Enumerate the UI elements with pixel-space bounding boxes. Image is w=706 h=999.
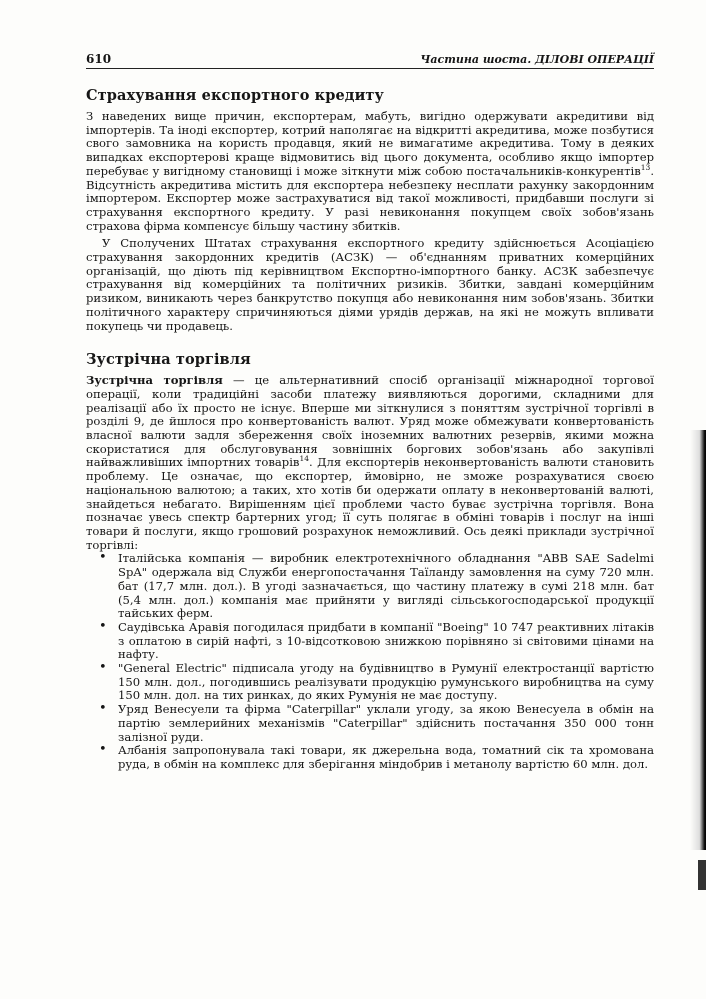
paragraph-text: . Для експортерів неконвертованість валюти становить проблему. Це означає, що експортер, ймовірно, не зможе розрахуватися своєю національною валютою; а таких, хто хотів би одержати оплату в неконвертованій валюті, знайдеться небагато. Вирішенням цієї проблеми часто буває зустрічна торгівля. Вона позначає увесь спектр бартерних угод; її суть полягає в обміні товарів і послуг на інші товари й послуги, якщо грошовий розрахунок неможливий. Ось деякі приклади зустрічної торгівлі: xyxy=(86,455,655,552)
footnote-ref: 14 xyxy=(299,454,310,464)
paragraph-text: — це альтернативний спосіб організації міжнародної торгової операції, коли традиційні засоби платежу виявляються дорогими, складними для реалізації або їх просто не існує. Вперше ми зіткнулися з поняттям зустрічної торгівлі в розділі 9, де йшлося про конвертованість валют. Уряд може обмежувати конвертованість власної валюти задля збереження своїх іноземних валютних резервів, якими можна скористатися для обслуговування зовнішніх боргових зобов'язань або закупівлі найважливіших імпортних товарів xyxy=(86,373,654,470)
bullet-icon: • xyxy=(99,742,107,758)
footnote-ref: 13 xyxy=(640,162,651,172)
scan-edge-shadow xyxy=(690,430,706,850)
bullet-icon: • xyxy=(99,660,107,676)
bullet-icon: • xyxy=(99,618,107,634)
list-item-text: Італійська компанія — виробник електротехнічного обладнання "ABB SAE Sadelmi SpA" одержала від Служби енергопостачання Таїланду замовлення на суму 720 млн. бат (17,7 млн. дол.). В угоді зазначається, що частину платежу в сумі 218 млн. бат (5,4 млн. дол.) компанія має прийняти у вигляді сільськогосподарської продукції тайських ферм. xyxy=(118,551,654,621)
list-item-text: Саудівська Аравія погодилася придбати в компанії "Boeing" 10 747 реактивних літаків з оплатою в сирій нафті, з 10-відсотковою знижкою порівняно зі світовими цінами на нафту. xyxy=(118,619,654,662)
list-item xyxy=(86,618,654,662)
paragraph xyxy=(86,110,654,233)
running-header xyxy=(86,44,654,69)
page-number: 610 xyxy=(86,52,112,66)
page xyxy=(86,44,654,772)
scan-edge-mark xyxy=(698,860,706,890)
section-title-countertrade: Зустрічна торгівля xyxy=(86,351,251,369)
examples-list xyxy=(86,552,654,771)
bullet-icon: • xyxy=(99,701,107,717)
paragraph: У Сполучених Штатах страхування експортного кредиту здійснюється Асоціацією страхування закордонних кредитів (АСЗК) — об'єднанням приватних комерційних організацій, що діють під керівництвом Експортно-імпортного банку. АСЗК забезпечує страхування від комерційних та політичних ризиків. Збитки, завдані комерційним ризиком, виникають через банкрутство покупця або невиконання ним зобов'язань. Збитки політичного характеру спричиняються діями урядів держав, на які не можуть впливати покупець чи продавець. xyxy=(86,236,654,333)
list-item xyxy=(86,703,654,744)
list-item xyxy=(86,552,654,621)
list-item xyxy=(86,662,654,703)
paragraph-text: З наведених вище причин, експортерам, мабуть, вигідно одержувати акредитиви від імпортерів. Та іноді експортер, котрий наполягає на відкритті акредитива, може позбутися свого замовника на користь продавця, який не вимагатиме акредитива. Тому в деяких випадках експортерові краще відмовитись від цього документа, особливо якщо імпортер перебуває у вигідному становищі і може зіткнути між собою постачальників-конкурентів xyxy=(86,109,654,178)
running-title: Частина шоста. ДІЛОВІ ОПЕРАЦІЇ xyxy=(420,53,654,66)
section-title-export-credit-insurance: Страхування експортного кредиту xyxy=(86,87,384,104)
paragraph-text: . Відсутність акредитива містить для експортера небезпеку несплати рахунку закордонним імпортером. Експортер може застрахуватися від такої можливості, придбавши послуги зі страхування експортного кредиту. У разі невиконання покупцем своїх зобов'язань страхова фірма компенсує більшу частину збитків. xyxy=(86,163,654,233)
defined-term: Зустрічна торгівля xyxy=(86,373,223,388)
list-item-text: Уряд Венесуели та фірма "Caterpillar" уклали угоду, за якою Венесуела в обмін на партію землерийних механізмів "Caterpillar" здійснить постачання 350 000 тонн залізної руди. xyxy=(118,702,654,744)
paragraph xyxy=(86,374,654,552)
list-item xyxy=(86,744,654,771)
list-item-text: Албанія запропонувала такі товари, як джерельна вода, томатний сік та хромована руда, в обмін на комплекс для зберігання міндобрив і метанолу вартістю 60 млн. дол. xyxy=(118,743,654,771)
bullet-icon: • xyxy=(99,550,107,566)
list-item-text: "General Electric" підписала угоду на будівництво в Румунії електростанції вартістю 150 млн. дол., погодившись реалізувати продукцію румунського виробництва на суму 150 млн. дол. на тих ринках, до яких Румунія не має доступу. xyxy=(118,661,654,703)
